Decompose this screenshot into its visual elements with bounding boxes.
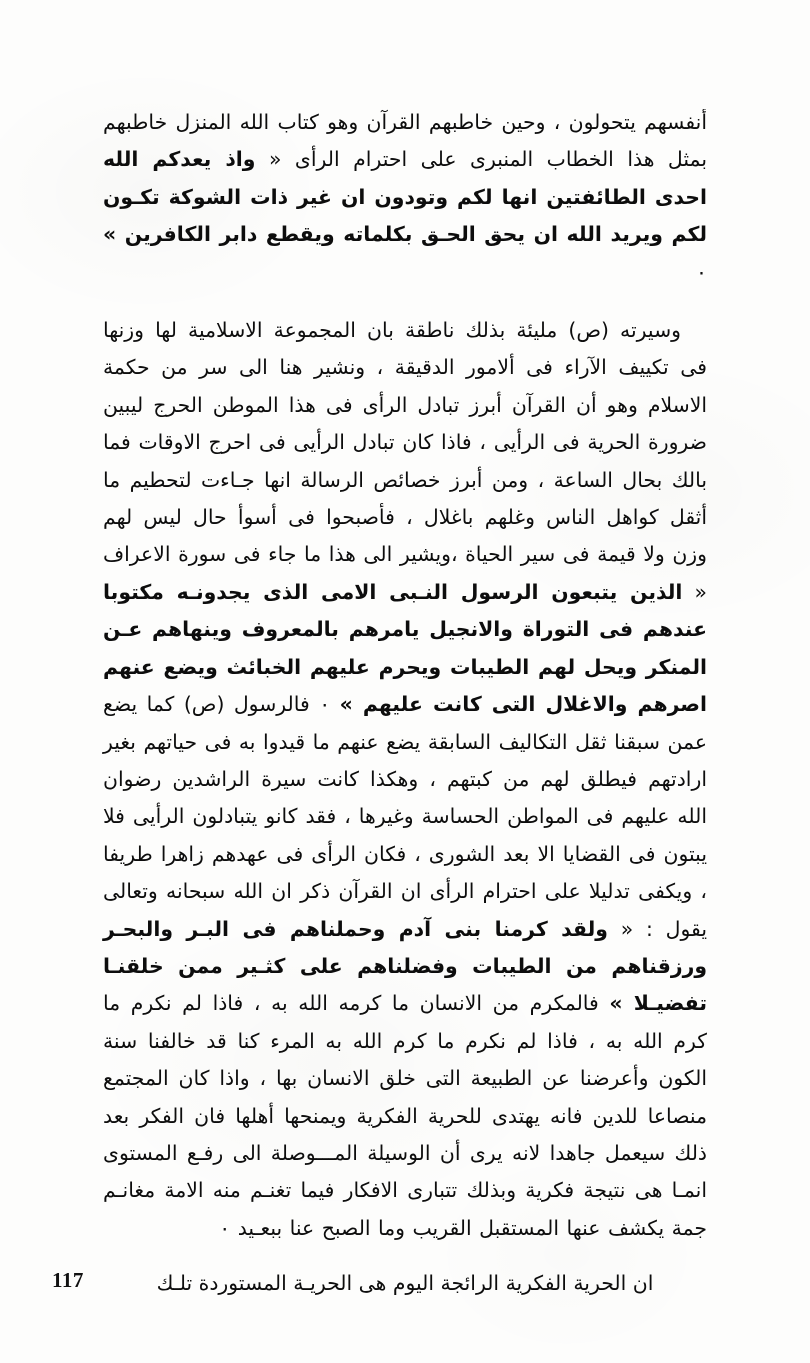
paragraph-2	[103, 312, 707, 1247]
quran-verse-al-isra: ولقد كرمنا بنى آدم وحملناهم فى البـر والبحـر ورزقناهم من الطيبات وفضلناهم على كثـير ممن خلقنـا تفضيـلا »	[103, 916, 707, 1016]
paragraph-1	[103, 104, 707, 291]
paragraph-2-run-normal-1: وسيرته (ص) مليئة بذلك ناطقة بان المجموعة الاسلامية لها وزنها فى تكييف الآراء فى ألامور الدقيقة ، ونشير هنا الى سر من حكمة الاسلام وهو أن القرآن أبرز تبادل الرأى فى هذا الموطن الحرج ليبين ضرورة الحرية فى الرأيى ، فاذا كان تبادل الرأيى فى احرج الاوقات فما بالك بحال الساعة ، ومن أبرز خصائص الرسالة انها جـاءت لتحطيم ما أثقل كواهل الناس وغلهم باغلال ، فأصبحوا فى أسوأ حال ليس لهم وزن ولا قيمة فى سير الحياة ،ويشير الى هذا ما جاء فى سورة الاعراف «	[103, 318, 707, 604]
paragraph-2-run-normal-2: ٠ فالرسول (ص) كما يضع عمن سبقنا ثقل التكاليف السابقة يضع عنهم ما قيدوا به فى حياتهم بغير ارادتهم فيطلق لهم من كبتهم ، وهكذا كانت سيرة الراشدين رضوان الله عليهم فى المواطن الحساسة وغيرها ، فقد كانو يتبادلون الرأيى فلا يبتون فى القضايا الا بعد الشورى ، فكان الرأى فى عهدهم زاهرا طريفا ، ويكفى تدليلا على احترام الرأى ان القرآن ذكر ان الله سبحانه وتعالى يقول : «	[103, 692, 707, 941]
quran-verse-al-anfal: واذ يعدكم الله احدى الطائفتين انها لكم وتودون ان غير ذات الشوكة تكـون لكم ويريد الله ان يحق الحـق بكلماته ويقطع دابر الكافرين »	[103, 147, 707, 247]
quran-verse-al-araf: الذين يتبعون الرسول النـبى الامى الذى يجدونـه مكتوبا عندهم فى التوراة والانجيل يامرهم بالمعروف وينهاهم عـن المنكر ويحل لهم الطيبات ويحرم عليهم الخبائث ويضع عنهم اصرهم والاغلال التى كانت عليهم »	[103, 579, 708, 717]
paragraph-1-run-normal-2: ٠	[696, 259, 707, 284]
page-catchline: ان الحرية الفكرية الرائجة اليوم هى الحريـة المستوردة تلـك	[156, 1271, 654, 1295]
paragraph-1-run-normal-1: أنفسهم يتحولون ، وحين خاطبهم القرآن وهو كتاب الله المنزل خاطبهم بمثل هذا الخطاب المنبرى على احترام الرأى «	[103, 110, 707, 172]
paragraph-2-run-normal-3: فالمكرم من الانسان ما كرمه الله به ، فاذا لم نكرم ما كرم الله به ، فاذا لم نكرم ما كرم الله به المرء كنا قد خالفنا سنة الكون وأعرضنا عن الطبيعة التى خلق الانسان بها ، واذا كان المجتمع منصاعا للدين فانه يهتدى للحرية الفكرية ويمنحها أهلها فان الفكر بعد ذلك سيعمل جاهدا لانه يرى أن الوسيلة المـــوصلة الى رفـع المستوى انمـا هى نتيجة فكرية وبذلك تتبارى الافكار فيما تغنـم منه الامة مغانـم جمة يكشف عنها المستقبل القريب وما الصبح عنا ببعـيد ٠	[103, 991, 707, 1240]
page-number: 117	[52, 1268, 84, 1292]
page-text-column	[103, 104, 707, 1247]
